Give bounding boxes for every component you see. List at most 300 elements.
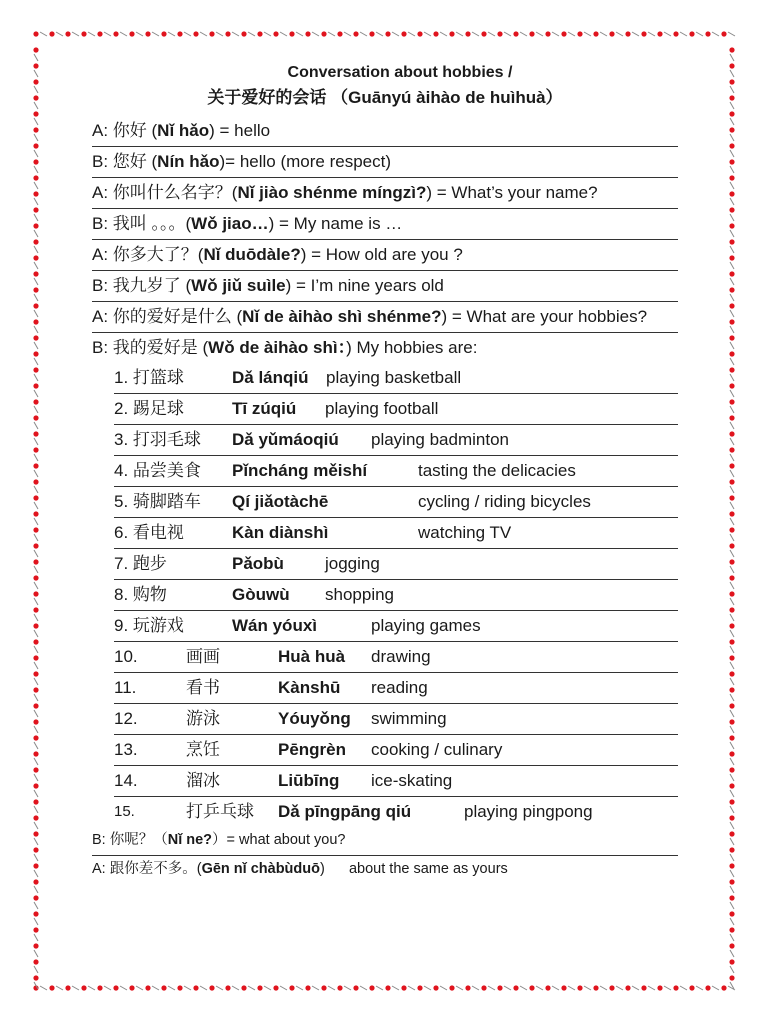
border-dot [417,985,422,990]
border-dot [321,31,326,36]
border-dot [721,985,726,990]
border-dash [730,102,734,109]
border-dash [264,986,271,990]
border-dash [88,986,95,990]
border-dot [353,985,358,990]
list-item: 15. 打乒乓球 Dǎ pīngpāng qiú playing pingpong [114,802,593,821]
border-dash [730,582,734,589]
dialogue-line: B: 我叫 。。。(Wǒ jiao…) = My name is … [92,209,678,240]
border-dot [33,79,38,84]
border-dot [33,607,38,612]
border-dot [33,831,38,836]
border-dash [34,678,38,685]
border-dot [33,495,38,500]
border-dot [729,447,734,452]
border-dot [729,847,734,852]
border-dot [729,143,734,148]
border-dot [33,927,38,932]
dialogue-line: A: 你好 (Nǐ hǎo) = hello [92,116,678,147]
border-dash [34,118,38,125]
border-dash [488,986,495,990]
border-dot [729,175,734,180]
border-dash [424,32,431,36]
border-dot [529,985,534,990]
border-dot [729,495,734,500]
border-dot [33,511,38,516]
border-dash [730,358,734,365]
border-dot [33,735,38,740]
border-dash [730,918,734,925]
border-dot [305,985,310,990]
list-item: 8. 购物 Gòuwù shopping [114,580,678,611]
border-dot [729,159,734,164]
border-dash [584,986,591,990]
border-dash [730,662,734,669]
border-dot [337,31,342,36]
border-dash [552,986,559,990]
border-dash [34,774,38,781]
border-dot [729,703,734,708]
border-dash [34,294,38,301]
border-dash [730,166,734,173]
list-item: 9. 玩游戏 Wán yóuxì playing games [114,611,678,642]
border-dash [34,550,38,557]
border-dot [729,367,734,372]
border-dash [34,710,38,717]
border-dot [33,367,38,372]
border-dash [376,986,383,990]
title-english: Conversation about hobbies / [287,64,513,81]
border-dash [730,566,734,573]
border-dot [705,31,710,36]
border-dot [449,31,454,36]
border-dash [584,32,591,36]
border-dot [33,399,38,404]
border-dot [33,159,38,164]
border-dot [729,431,734,436]
border-dash [104,32,111,36]
border-dash [680,986,687,990]
border-dot [193,985,198,990]
closing-line: B: 你呢？（Nǐ ne?）= what about you? [92,827,678,856]
border-dash [616,986,623,990]
border-dash [200,32,207,36]
border-dash [34,166,38,173]
border-dash [730,678,734,685]
border-dot [81,31,86,36]
border-dot [729,783,734,788]
border-dash [344,986,351,990]
border-dash [34,934,38,941]
border-dash [34,86,38,93]
border-dot [33,63,38,68]
border-dot [729,383,734,388]
list-item: 4. 品尝美食 Pǐncháng měishí tasting the delicacies [114,456,678,487]
border-dash [730,70,734,77]
border-dash [40,32,47,36]
border-dot [593,985,598,990]
border-dash [712,32,719,36]
border-dash [152,32,159,36]
border-dot [33,655,38,660]
border-dash [296,986,303,990]
border-dot [729,239,734,244]
border-dot [33,847,38,852]
border-dash [730,630,734,637]
border-dot [241,31,246,36]
border-dash [34,518,38,525]
border-dash [168,986,175,990]
border-dot [129,985,134,990]
border-dot [577,31,582,36]
border-dot [729,95,734,100]
border-dash [730,342,734,349]
border-dot [289,985,294,990]
border-dot [449,985,454,990]
border-dash [730,726,734,733]
border-dot [273,31,278,36]
border-dash [730,182,734,189]
border-dot [161,31,166,36]
border-dash [34,662,38,669]
border-dash [280,986,287,990]
border-dash [730,806,734,813]
border-dash [730,518,734,525]
border-dot [225,985,230,990]
border-dot [33,447,38,452]
dialogue-line: B: 我的爱好是 (Wǒ de àihào shì：) My hobbies are: [92,338,478,357]
border-dot [641,985,646,990]
border-dash [34,822,38,829]
border-dash [312,32,319,36]
border-dot [33,111,38,116]
border-dash [730,646,734,653]
border-dot [705,985,710,990]
border-dot [33,223,38,228]
border-dash [34,374,38,381]
border-dash [232,32,239,36]
border-dot [145,31,150,36]
border-dash [34,454,38,461]
border-dash [136,986,143,990]
border-dot [33,287,38,292]
border-dash [424,986,431,990]
border-dash [34,838,38,845]
border-dot [209,31,214,36]
border-dot [33,415,38,420]
border-dash [730,470,734,477]
border-dash [472,986,479,990]
border-dot [729,975,734,980]
border-dot [369,31,374,36]
border-dash [34,854,38,861]
border-dot [401,985,406,990]
border-dot [609,31,614,36]
border-dot [33,559,38,564]
border-dash [34,806,38,813]
border-dash [34,918,38,925]
border-dash [184,32,191,36]
border-dot [729,351,734,356]
border-dot [729,287,734,292]
border-dot [561,985,566,990]
border-dash [730,390,734,397]
border-dash [730,262,734,269]
border-dash [472,32,479,36]
border-dash [34,534,38,541]
border-dot [729,687,734,692]
border-dot [177,31,182,36]
border-dot [177,985,182,990]
border-dot [33,383,38,388]
border-dot [729,543,734,548]
border-dot [113,31,118,36]
border-dash [600,32,607,36]
border-dash [34,310,38,317]
border-dot [33,623,38,628]
list-item: 3. 打羽毛球 Dǎ yǔmáoqiú playing badminton [114,425,678,456]
border-dash [730,742,734,749]
border-dot [433,985,438,990]
border-dot [225,31,230,36]
border-dot [673,985,678,990]
list-item: 10. 画画 Huà huà drawing [114,642,678,673]
list-item: 12. 游泳 Yóuyǒng swimming [114,704,678,735]
border-dot [33,207,38,212]
border-dot [33,895,38,900]
border-dash [730,454,734,461]
border-dash [730,614,734,621]
border-dot [193,31,198,36]
border-dash [328,32,335,36]
border-dot [161,985,166,990]
border-dot [33,431,38,436]
border-dot [729,415,734,420]
border-dot [729,319,734,324]
border-dot [33,47,38,52]
border-dot [33,751,38,756]
dialogue-line: A: 你的爱好是什么 (Nǐ de àihào shì shénme?) = What are your hobbies? [92,302,678,333]
border-dot [657,985,662,990]
border-dash [312,986,319,990]
border-dash [34,102,38,109]
border-dash [34,758,38,765]
border-dot [545,985,550,990]
border-dot [65,31,70,36]
border-dash [200,986,207,990]
border-dash [730,246,734,253]
border-dot [729,671,734,676]
border-dot [33,911,38,916]
border-dash [216,32,223,36]
border-dot [81,985,86,990]
list-item: 11. 看书 Kànshū reading [114,673,678,704]
border-dash [616,32,623,36]
border-dash [34,630,38,637]
border-dash [568,986,575,990]
border-dash [184,986,191,990]
border-dash [344,32,351,36]
border-dot [33,879,38,884]
border-dash [730,902,734,909]
border-dot [729,79,734,84]
border-dot [729,639,734,644]
border-dash [34,582,38,589]
border-dot [33,639,38,644]
border-dash [56,32,63,36]
border-dash [360,32,367,36]
border-dash [730,150,734,157]
border-dash [730,54,734,61]
border-dot [729,735,734,740]
list-item: 13. 烹饪 Pēngrèn cooking / culinary [114,735,678,766]
border-dash [34,182,38,189]
border-dot [353,31,358,36]
border-dash [34,342,38,349]
border-dash [456,32,463,36]
border-dash [34,598,38,605]
border-dash [440,32,447,36]
border-dash [730,214,734,221]
border-dash [392,32,399,36]
border-dash [730,774,734,781]
border-dot [209,985,214,990]
border-dot [729,303,734,308]
closing-section [92,827,678,884]
border-dash [168,32,175,36]
list-item: 5. 骑脚踏车 Qí jiǎotàchē cycling / riding bicycles [114,487,678,518]
border-dot [337,985,342,990]
border-dash [728,32,735,36]
border-dot [33,527,38,532]
border-dash [664,986,671,990]
border-dot [401,31,406,36]
border-dash [730,870,734,877]
border-dash [34,278,38,285]
border-dash [730,310,734,317]
border-dash [34,326,38,333]
border-dash [34,406,38,413]
border-dash [34,214,38,221]
border-dot [273,985,278,990]
border-dash [632,986,639,990]
closing-line: A: 跟你差不多。(Gēn nǐ chàbùduō) about the same as yours [92,861,508,877]
border-dash [120,32,127,36]
border-dash [34,646,38,653]
border-dot [433,31,438,36]
border-dot [729,911,734,916]
border-dot [33,95,38,100]
border-dot [729,127,734,132]
border-dash [664,32,671,36]
border-dash [264,32,271,36]
border-dot [113,985,118,990]
dialogue-line: B: 我九岁了 (Wǒ jiǔ suìle) = I’m nine years old [92,271,678,302]
border-dot [33,815,38,820]
border-dot [729,767,734,772]
border-dot [129,31,134,36]
border-dot [33,175,38,180]
border-dash [536,986,543,990]
border-dash [648,32,655,36]
border-dash [536,32,543,36]
border-dot [33,975,38,980]
border-dot [729,47,734,52]
border-dash [280,32,287,36]
border-dash [730,86,734,93]
border-dot [729,527,734,532]
border-dash [730,118,734,125]
border-dot [729,479,734,484]
border-dot [97,985,102,990]
border-dot [33,335,38,340]
border-dash [34,246,38,253]
border-dot [593,31,598,36]
border-dot [465,31,470,36]
border-dash [34,198,38,205]
border-dot [729,879,734,884]
border-dot [33,191,38,196]
border-dash [648,986,655,990]
border-dot [545,31,550,36]
border-dash [730,822,734,829]
border-dash [632,32,639,36]
border-dot [729,943,734,948]
border-dot [369,985,374,990]
border-dash [730,758,734,765]
border-dot [729,863,734,868]
list-item: 1. 打篮球 Dǎ lánqiú playing basketball [114,363,678,394]
border-dash [34,262,38,269]
border-dash [34,950,38,957]
border-dot [145,985,150,990]
border-dot [729,575,734,580]
border-dash [40,986,47,990]
border-dash [504,986,511,990]
border-dash [520,986,527,990]
border-dot [257,985,262,990]
border-dot [33,943,38,948]
border-dot [33,271,38,276]
border-dash [730,886,734,893]
border-dot [497,31,502,36]
border-dash [488,32,495,36]
border-dot [721,31,726,36]
border-dash [730,230,734,237]
border-dot [625,985,630,990]
border-dash [34,694,38,701]
border-dot [673,31,678,36]
border-dot [305,31,310,36]
border-dot [33,143,38,148]
border-dash [520,32,527,36]
border-dot [513,985,518,990]
border-dash [56,986,63,990]
border-dot [729,719,734,724]
border-dash [34,614,38,621]
dialogue-section [92,116,678,363]
border-dot [33,239,38,244]
border-dash [120,986,127,990]
border-dot [97,31,102,36]
border-dash [730,838,734,845]
border-dash [34,870,38,877]
border-dash [328,986,335,990]
border-dash [730,326,734,333]
border-dash [730,502,734,509]
border-dash [232,986,239,990]
border-dash [730,406,734,413]
